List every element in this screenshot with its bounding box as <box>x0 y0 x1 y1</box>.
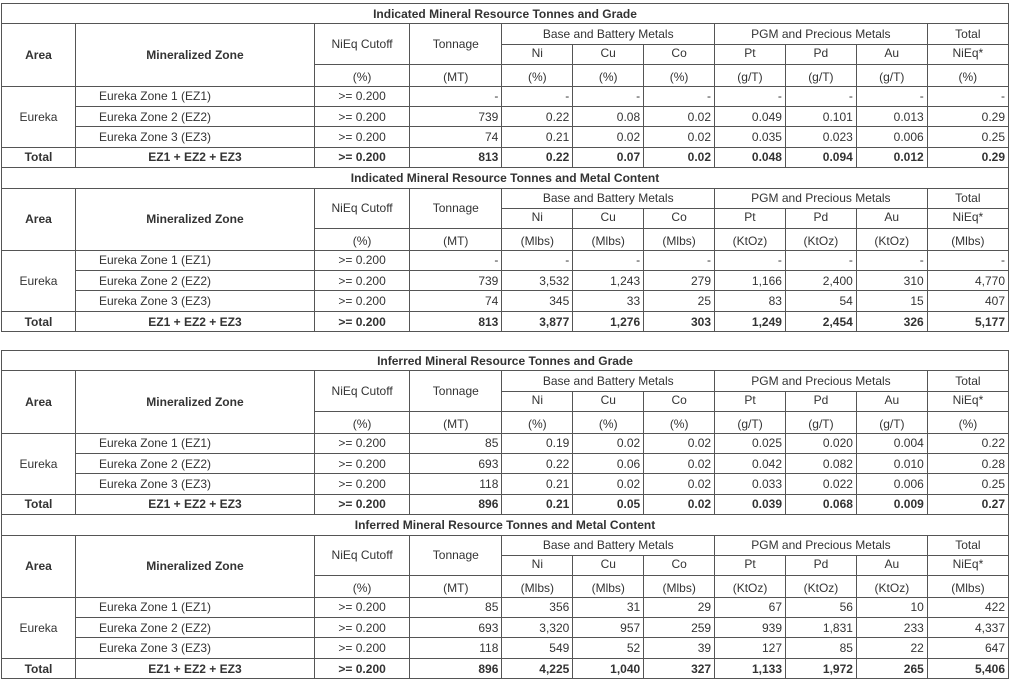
total-value: 0.094 <box>785 147 856 167</box>
value-cell: 0.010 <box>856 453 927 473</box>
section-title: Inferred Mineral Resource Tonnes and Metal Content <box>2 515 1009 535</box>
total-cutoff: >= 0.200 <box>315 494 410 514</box>
metal-header: Pt <box>715 44 786 64</box>
metal-header: NiEq* <box>927 555 1008 575</box>
zone-cell: Eureka Zone 2 (EZ2) <box>75 453 314 473</box>
tonnage-cell: 118 <box>410 638 502 658</box>
tonnage-cell: 118 <box>410 474 502 494</box>
metal-header: Ni <box>502 555 573 575</box>
total-value: 327 <box>644 658 715 678</box>
value-cell: 1,166 <box>715 271 786 291</box>
total-label: Total <box>2 658 76 678</box>
value-cell: 0.21 <box>502 127 573 147</box>
value-cell: 0.28 <box>927 453 1008 473</box>
metal-unit: (Mlbs) <box>927 576 1008 597</box>
total-zone: EZ1 + EZ2 + EZ3 <box>75 311 314 331</box>
metal-unit: (g/T) <box>785 65 856 86</box>
metal-unit: (%) <box>502 412 573 433</box>
value-cell: 0.042 <box>715 453 786 473</box>
value-cell: - <box>644 250 715 270</box>
section-title-row <box>2 351 1009 371</box>
cutoff-cell: >= 0.200 <box>314 250 409 270</box>
value-cell: 0.022 <box>786 474 857 494</box>
metal-unit: (Mlbs) <box>927 229 1008 250</box>
cutoff-cell: >= 0.200 <box>315 433 410 453</box>
metal-header: Au <box>856 391 927 411</box>
metal-header: Au <box>856 555 927 575</box>
cutoff-cell: >= 0.200 <box>315 474 410 494</box>
tonnage-unit: (MT) <box>410 576 502 597</box>
value-cell: 4,770 <box>927 271 1008 291</box>
value-cell: 0.02 <box>573 127 644 147</box>
value-cell: 2,400 <box>785 271 856 291</box>
pgm-group-header: PGM and Precious Metals <box>715 188 928 208</box>
value-cell: 3,532 <box>502 271 573 291</box>
total-value: 0.27 <box>927 494 1008 514</box>
value-cell: 0.02 <box>644 453 715 473</box>
value-cell: - <box>856 250 927 270</box>
base-metals-group-header: Base and Battery Metals <box>502 371 715 391</box>
metal-unit: (%) <box>573 65 644 86</box>
total-row <box>2 147 1009 167</box>
metal-unit: (KtOz) <box>785 229 856 250</box>
header-row <box>2 188 1009 208</box>
metal-header: Au <box>856 44 927 64</box>
value-cell: - <box>715 86 786 106</box>
value-cell: 52 <box>573 638 644 658</box>
metal-header: Pd <box>785 208 856 228</box>
metal-unit: (Mlbs) <box>644 576 715 597</box>
cutoff-cell: >= 0.200 <box>314 271 409 291</box>
total-value: 0.02 <box>644 147 715 167</box>
metal-header: Co <box>644 391 715 411</box>
value-cell: 233 <box>856 618 927 638</box>
value-cell: 0.025 <box>715 433 786 453</box>
table-row <box>2 453 1009 473</box>
value-cell: 0.049 <box>715 106 786 126</box>
total-value: 265 <box>856 658 927 678</box>
table-row <box>2 86 1009 106</box>
tonnage-unit: (MT) <box>410 229 502 250</box>
total-value: 0.21 <box>502 494 573 514</box>
total-row <box>2 658 1009 678</box>
value-cell: 957 <box>573 618 644 638</box>
value-cell: 279 <box>644 271 715 291</box>
tonnage-cell: 739 <box>410 271 502 291</box>
total-value: 1,133 <box>715 658 786 678</box>
table-row <box>2 271 1009 291</box>
value-cell: 0.035 <box>715 127 786 147</box>
tonnage-header: Tonnage <box>410 371 502 412</box>
table-row <box>2 474 1009 494</box>
value-cell: 0.02 <box>644 474 715 494</box>
tonnage-cell: - <box>410 250 502 270</box>
area-cell: Eureka <box>2 86 76 147</box>
pgm-group-header: PGM and Precious Metals <box>715 24 928 44</box>
value-cell: 4,337 <box>927 618 1008 638</box>
tonnage-header: Tonnage <box>410 535 502 576</box>
total-group-header: Total <box>927 24 1008 44</box>
zone-cell: Eureka Zone 3 (EZ3) <box>75 638 314 658</box>
total-value: 0.07 <box>573 147 644 167</box>
value-cell: 0.22 <box>502 453 573 473</box>
value-cell: 0.013 <box>856 106 927 126</box>
area-cell: Eureka <box>2 250 76 311</box>
total-value: 0.039 <box>715 494 786 514</box>
value-cell: 0.02 <box>573 433 644 453</box>
total-value: 1,972 <box>786 658 857 678</box>
table-row <box>2 250 1009 270</box>
header-row <box>2 24 1009 44</box>
metal-unit: (%) <box>502 65 573 86</box>
cutoff-header: NiEq Cutoff <box>314 188 409 229</box>
value-cell: - <box>502 86 573 106</box>
metal-unit: (Mlbs) <box>502 576 573 597</box>
value-cell: - <box>715 250 786 270</box>
total-value: 303 <box>644 311 715 331</box>
total-row <box>2 311 1009 331</box>
value-cell: 356 <box>502 597 573 617</box>
metal-unit: (g/T) <box>856 65 927 86</box>
area-header: Area <box>2 24 76 86</box>
metal-unit: (KtOz) <box>786 576 857 597</box>
metal-header: Pd <box>786 555 857 575</box>
value-cell: - <box>644 86 715 106</box>
value-cell: 0.19 <box>502 433 573 453</box>
area-header: Area <box>2 535 76 597</box>
resource-table <box>1 3 1009 332</box>
metal-header: Pt <box>715 208 786 228</box>
total-cutoff: >= 0.200 <box>314 147 409 167</box>
metal-unit: (g/T) <box>786 412 857 433</box>
table-row <box>2 638 1009 658</box>
value-cell: - <box>785 250 856 270</box>
metal-header: Pt <box>715 391 786 411</box>
cutoff-cell: >= 0.200 <box>314 86 409 106</box>
value-cell: - <box>856 86 927 106</box>
total-value: 0.02 <box>644 494 715 514</box>
value-cell: 0.02 <box>644 433 715 453</box>
section-title: Indicated Mineral Resource Tonnes and Metal Content <box>2 168 1009 188</box>
total-value: 1,040 <box>573 658 644 678</box>
value-cell: - <box>573 86 644 106</box>
value-cell: 15 <box>856 291 927 311</box>
total-value: 2,454 <box>785 311 856 331</box>
zone-header: Mineralized Zone <box>75 24 314 86</box>
metal-header: Au <box>856 208 927 228</box>
total-value: 0.22 <box>502 147 573 167</box>
value-cell: 0.22 <box>927 433 1008 453</box>
total-value: 1,276 <box>573 311 644 331</box>
metal-unit: (%) <box>644 65 715 86</box>
value-cell: 54 <box>785 291 856 311</box>
table-row <box>2 291 1009 311</box>
metal-header: NiEq* <box>927 208 1008 228</box>
zone-header: Mineralized Zone <box>75 188 314 250</box>
table-row <box>2 597 1009 617</box>
total-value: 3,877 <box>502 311 573 331</box>
total-value: 5,406 <box>927 658 1008 678</box>
value-cell: 22 <box>856 638 927 658</box>
tonnage-cell: 693 <box>410 618 502 638</box>
value-cell: 407 <box>927 291 1008 311</box>
section-title-row <box>2 515 1009 535</box>
metal-unit: (KtOz) <box>715 576 786 597</box>
zone-header: Mineralized Zone <box>75 371 314 433</box>
zone-cell: Eureka Zone 1 (EZ1) <box>75 250 314 270</box>
value-cell: 67 <box>715 597 786 617</box>
value-cell: - <box>927 86 1008 106</box>
value-cell: 29 <box>644 597 715 617</box>
zone-cell: Eureka Zone 3 (EZ3) <box>75 127 314 147</box>
total-value: 326 <box>856 311 927 331</box>
total-value: 0.009 <box>856 494 927 514</box>
value-cell: 310 <box>856 271 927 291</box>
section-title: Indicated Mineral Resource Tonnes and Grade <box>2 4 1009 24</box>
value-cell: 31 <box>573 597 644 617</box>
metal-header: Co <box>644 44 715 64</box>
total-group-header: Total <box>927 188 1008 208</box>
metal-unit: (Mlbs) <box>573 229 644 250</box>
area-header: Area <box>2 371 76 433</box>
total-tonnage: 896 <box>410 494 502 514</box>
value-cell: 56 <box>786 597 857 617</box>
cutoff-cell: >= 0.200 <box>315 453 410 473</box>
value-cell: 0.02 <box>573 474 644 494</box>
section-title-row <box>2 168 1009 188</box>
cutoff-cell: >= 0.200 <box>314 127 409 147</box>
base-metals-group-header: Base and Battery Metals <box>502 188 715 208</box>
cutoff-cell: >= 0.200 <box>314 106 409 126</box>
tonnage-cell: - <box>410 86 502 106</box>
value-cell: - <box>573 250 644 270</box>
metal-header: NiEq* <box>927 44 1008 64</box>
total-value: 0.29 <box>927 147 1008 167</box>
area-header: Area <box>2 188 76 250</box>
total-tonnage: 813 <box>410 311 502 331</box>
tonnage-header: Tonnage <box>410 24 502 65</box>
metal-unit: (g/T) <box>715 412 786 433</box>
total-value: 1,249 <box>715 311 786 331</box>
value-cell: 259 <box>644 618 715 638</box>
metal-unit: (KtOz) <box>715 229 786 250</box>
tonnage-cell: 85 <box>410 597 502 617</box>
total-row <box>2 494 1009 514</box>
total-label: Total <box>2 147 76 167</box>
section-title-row <box>2 4 1009 24</box>
value-cell: 127 <box>715 638 786 658</box>
metal-unit: (%) <box>644 412 715 433</box>
value-cell: 39 <box>644 638 715 658</box>
value-cell: - <box>502 250 573 270</box>
value-cell: 0.22 <box>502 106 573 126</box>
metal-unit: (%) <box>927 65 1008 86</box>
total-value: 0.048 <box>715 147 786 167</box>
total-group-header: Total <box>927 371 1008 391</box>
value-cell: 0.08 <box>573 106 644 126</box>
value-cell: 0.25 <box>927 127 1008 147</box>
metal-header: Pd <box>786 391 857 411</box>
value-cell: 0.101 <box>785 106 856 126</box>
zone-cell: Eureka Zone 3 (EZ3) <box>75 291 314 311</box>
value-cell: 0.25 <box>927 474 1008 494</box>
value-cell: 0.29 <box>927 106 1008 126</box>
total-zone: EZ1 + EZ2 + EZ3 <box>75 658 314 678</box>
tonnage-cell: 74 <box>410 291 502 311</box>
tonnage-header: Tonnage <box>410 188 502 229</box>
value-cell: 25 <box>644 291 715 311</box>
value-cell: 647 <box>927 638 1008 658</box>
value-cell: 0.020 <box>786 433 857 453</box>
pgm-group-header: PGM and Precious Metals <box>715 535 928 555</box>
table-row <box>2 433 1009 453</box>
cutoff-header: NiEq Cutoff <box>315 371 410 412</box>
metal-header: NiEq* <box>927 391 1008 411</box>
metal-header: Co <box>644 555 715 575</box>
metal-header: Pd <box>785 44 856 64</box>
value-cell: 422 <box>927 597 1008 617</box>
zone-header: Mineralized Zone <box>75 535 314 597</box>
metal-header: Cu <box>573 208 644 228</box>
metal-unit: (g/T) <box>856 412 927 433</box>
area-cell: Eureka <box>2 433 76 494</box>
value-cell: 0.006 <box>856 127 927 147</box>
metal-unit: (KtOz) <box>856 229 927 250</box>
zone-cell: Eureka Zone 2 (EZ2) <box>75 271 314 291</box>
value-cell: 1,243 <box>573 271 644 291</box>
tonnage-unit: (MT) <box>410 412 502 433</box>
total-group-header: Total <box>927 535 1008 555</box>
value-cell: 83 <box>715 291 786 311</box>
total-value: 4,225 <box>502 658 573 678</box>
value-cell: 0.02 <box>644 127 715 147</box>
section-title: Inferred Mineral Resource Tonnes and Grade <box>2 351 1009 371</box>
value-cell: 345 <box>502 291 573 311</box>
table-row <box>2 618 1009 638</box>
value-cell: 0.21 <box>502 474 573 494</box>
zone-cell: Eureka Zone 2 (EZ2) <box>75 618 314 638</box>
value-cell: 10 <box>856 597 927 617</box>
zone-cell: Eureka Zone 3 (EZ3) <box>75 474 314 494</box>
value-cell: 0.006 <box>856 474 927 494</box>
zone-cell: Eureka Zone 2 (EZ2) <box>75 106 314 126</box>
value-cell: 85 <box>786 638 857 658</box>
metal-header: Co <box>644 208 715 228</box>
value-cell: 549 <box>502 638 573 658</box>
total-cutoff: >= 0.200 <box>315 658 410 678</box>
value-cell: 0.033 <box>715 474 786 494</box>
pgm-group-header: PGM and Precious Metals <box>715 371 928 391</box>
total-value: 5,177 <box>927 311 1008 331</box>
cutoff-cell: >= 0.200 <box>315 597 410 617</box>
tonnage-cell: 74 <box>410 127 502 147</box>
total-value: 0.05 <box>573 494 644 514</box>
cutoff-unit: (%) <box>314 229 409 250</box>
value-cell: 0.004 <box>856 433 927 453</box>
value-cell: 0.023 <box>785 127 856 147</box>
value-cell: 0.02 <box>644 106 715 126</box>
metal-header: Cu <box>573 391 644 411</box>
metal-header: Cu <box>573 555 644 575</box>
total-tonnage: 896 <box>410 658 502 678</box>
zone-cell: Eureka Zone 1 (EZ1) <box>75 597 314 617</box>
total-label: Total <box>2 311 76 331</box>
metal-unit: (Mlbs) <box>502 229 573 250</box>
metal-header: Cu <box>573 44 644 64</box>
metal-unit: (%) <box>573 412 644 433</box>
zone-cell: Eureka Zone 1 (EZ1) <box>75 86 314 106</box>
cutoff-cell: >= 0.200 <box>314 291 409 311</box>
header-row <box>2 371 1009 391</box>
metal-header: Ni <box>502 44 573 64</box>
header-row <box>2 535 1009 555</box>
total-label: Total <box>2 494 76 514</box>
cutoff-unit: (%) <box>315 412 410 433</box>
total-value: 0.068 <box>786 494 857 514</box>
value-cell: 3,320 <box>502 618 573 638</box>
metal-unit: (Mlbs) <box>644 229 715 250</box>
value-cell: 1,831 <box>786 618 857 638</box>
cutoff-header: NiEq Cutoff <box>315 535 410 576</box>
value-cell: - <box>927 250 1008 270</box>
metal-unit: (%) <box>927 412 1008 433</box>
total-cutoff: >= 0.200 <box>314 311 409 331</box>
cutoff-header: NiEq Cutoff <box>314 24 409 65</box>
metal-unit: (KtOz) <box>856 576 927 597</box>
metal-header: Ni <box>502 391 573 411</box>
value-cell: - <box>785 86 856 106</box>
resource-table <box>1 350 1009 679</box>
zone-cell: Eureka Zone 1 (EZ1) <box>75 433 314 453</box>
total-zone: EZ1 + EZ2 + EZ3 <box>75 494 314 514</box>
metal-unit: (Mlbs) <box>573 576 644 597</box>
tonnage-cell: 693 <box>410 453 502 473</box>
cutoff-unit: (%) <box>314 65 409 86</box>
value-cell: 939 <box>715 618 786 638</box>
table-row <box>2 127 1009 147</box>
total-value: 0.012 <box>856 147 927 167</box>
base-metals-group-header: Base and Battery Metals <box>502 24 715 44</box>
metal-header: Ni <box>502 208 573 228</box>
metal-header: Pt <box>715 555 786 575</box>
total-zone: EZ1 + EZ2 + EZ3 <box>75 147 314 167</box>
cutoff-cell: >= 0.200 <box>315 638 410 658</box>
metal-unit: (g/T) <box>715 65 786 86</box>
cutoff-cell: >= 0.200 <box>315 618 410 638</box>
total-tonnage: 813 <box>410 147 502 167</box>
value-cell: 0.082 <box>786 453 857 473</box>
value-cell: 33 <box>573 291 644 311</box>
tonnage-unit: (MT) <box>410 65 502 86</box>
base-metals-group-header: Base and Battery Metals <box>502 535 715 555</box>
value-cell: 0.06 <box>573 453 644 473</box>
cutoff-unit: (%) <box>315 576 410 597</box>
area-cell: Eureka <box>2 597 76 658</box>
tonnage-cell: 739 <box>410 106 502 126</box>
tonnage-cell: 85 <box>410 433 502 453</box>
table-row <box>2 106 1009 126</box>
